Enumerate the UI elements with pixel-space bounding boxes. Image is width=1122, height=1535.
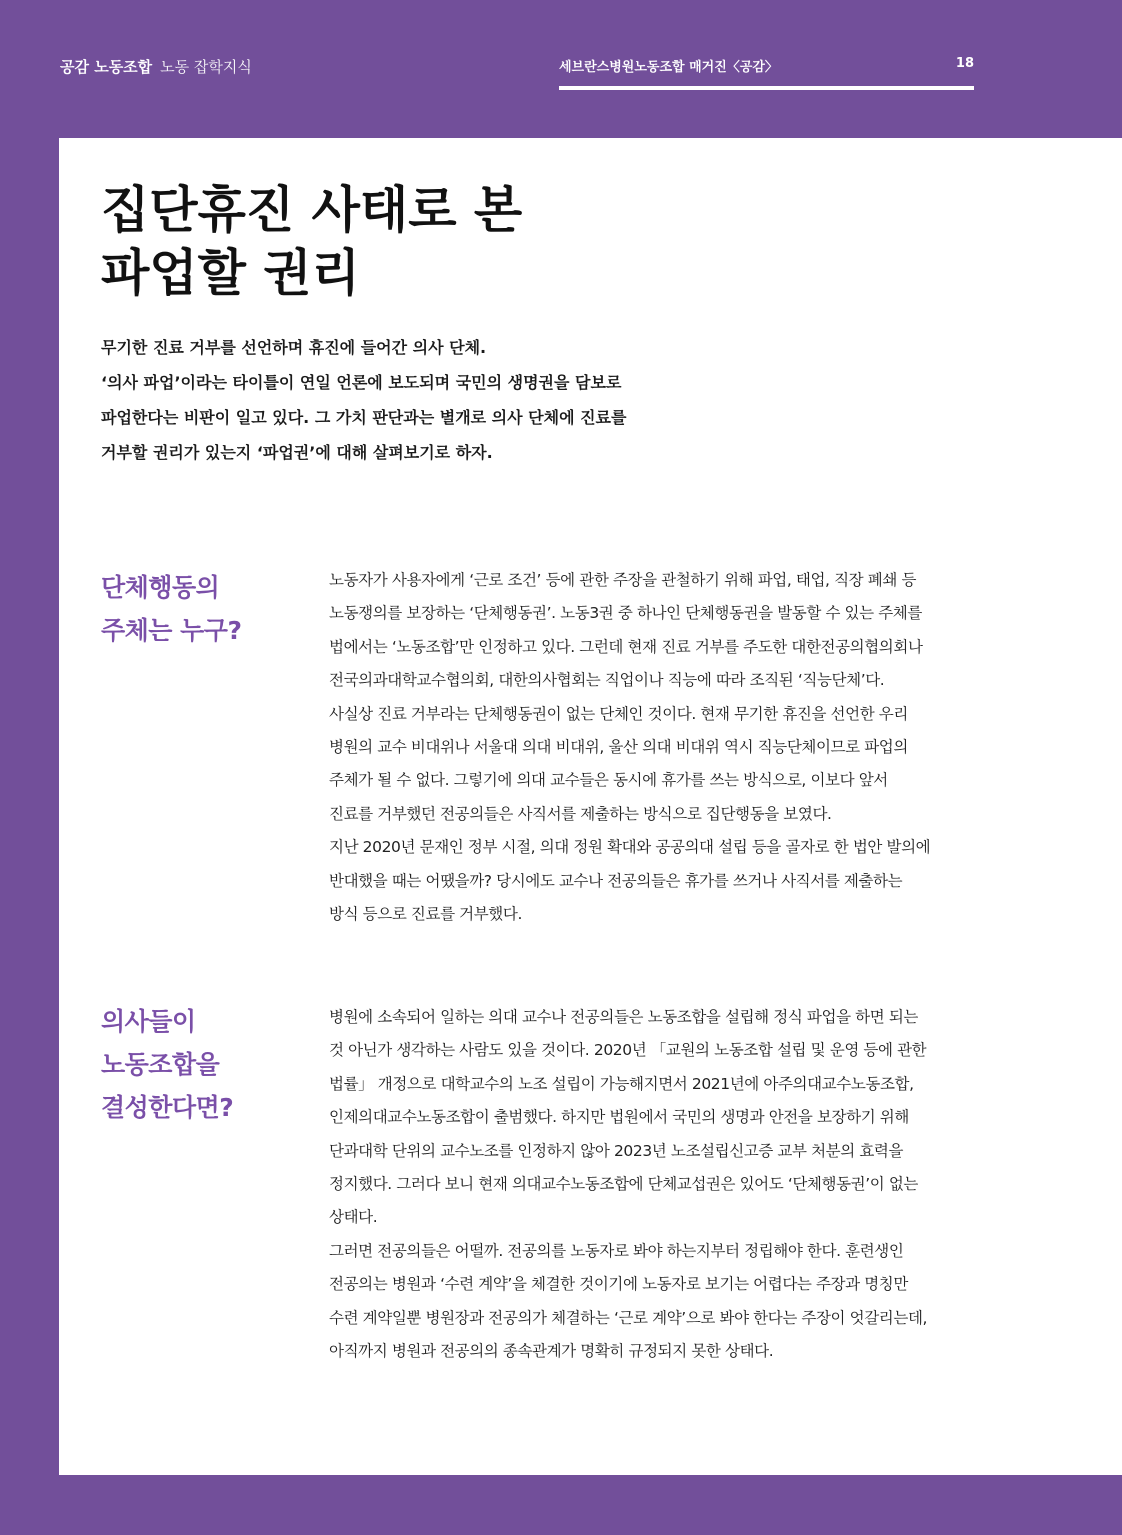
section-body (329, 1001, 979, 1368)
body-line: 병원의 교수 비대위나 서울대 의대 비대위, 울산 의대 비대위 역시 직능단체이므로 파업의 (329, 738, 908, 757)
title-line: 집단휴진 사태로 본 (101, 180, 523, 239)
body-line: 것 아닌가 생각하는 사람도 있을 것이다. 2020년 「교원의 노동조합 설립 및 운영 등에 관한 (329, 1041, 927, 1060)
page-header (0, 0, 1122, 138)
header-subsection: 노동 잡학지식 (160, 58, 252, 76)
body-line: 아직까지 병원과 전공의의 종속관계가 명확히 규정되지 못한 상태다. (329, 1342, 774, 1361)
body-line: 정지했다. 그러다 보니 현재 의대교수노동조합에 단체교섭권은 있어도 ‘단체행동권’이 없는 (329, 1175, 919, 1194)
title-line: 파업할 권리 (101, 243, 360, 302)
section-heading (101, 1000, 233, 1129)
heading-line: 단체행동의 (101, 573, 220, 602)
body-line: 지난 2020년 문재인 정부 시절, 의대 정원 확대와 공공의대 설립 등을 골자로 한 법안 발의에 (329, 838, 931, 857)
header-magazine-info (559, 56, 974, 75)
heading-line: 노동조합을 (101, 1050, 220, 1079)
heading-line: 주체는 누구? (101, 616, 242, 645)
section-heading (101, 566, 241, 652)
body-line: 수련 계약일뿐 병원장과 전공의가 체결하는 ‘근로 계약’으로 봐야 한다는 주장이 엇갈리는데, (329, 1308, 928, 1327)
body-line: 전공의는 병원과 ‘수련 계약’을 체결한 것이기에 노동자로 보기는 어렵다는 주장과 명칭만 (329, 1275, 908, 1294)
lead-line: 파업한다는 비판이 일고 있다. 그 가치 판단과는 별개로 의사 단체에 진료를 (101, 408, 627, 427)
lead-line: 무기한 진료 거부를 선언하며 휴진에 들어간 의사 단체. (101, 338, 487, 357)
section-body (329, 564, 979, 931)
body-line: 반대했을 때는 어땠을까? 당시에도 교수나 전공의들은 휴가를 쓰거나 사직서를 제출하는 (329, 871, 903, 890)
header-divider (559, 86, 974, 90)
body-line: 주체가 될 수 없다. 그렇기에 의대 교수들은 동시에 휴가를 쓰는 방식으로, 이보다 앞서 (329, 771, 888, 790)
lead-line: ‘의사 파업’이라는 타이틀이 연일 언론에 보도되며 국민의 생명권을 담보로 (101, 373, 622, 392)
body-line: 단과대학 단위의 교수노조를 인정하지 않아 2023년 노조설립신고증 교부 처분의 효력을 (329, 1141, 904, 1160)
heading-line: 의사들이 (101, 1007, 196, 1036)
body-line: 진료를 거부했던 전공의들은 사직서를 제출하는 방식으로 집단행동을 보였다. (329, 804, 832, 823)
body-line: 법률」 개정으로 대학교수의 노조 설립이 가능해지면서 2021년에 아주의대교수노동조합, (329, 1074, 914, 1093)
article-lead (101, 330, 721, 470)
body-line: 사실상 진료 거부라는 단체행동권이 없는 단체인 것이다. 현재 무기한 휴진을 선언한 우리 (329, 704, 908, 723)
body-line: 그러면 전공의들은 어떨까. 전공의를 노동자로 봐야 하는지부터 정립해야 한다. 훈련생인 (329, 1241, 904, 1260)
body-line: 노동쟁의를 보장하는 ‘단체행동권’. 노동3권 중 하나인 단체행동권을 발동할 수 있는 주체를 (329, 604, 922, 623)
header-section-label (60, 56, 252, 77)
body-line: 방식 등으로 진료를 거부했다. (329, 905, 522, 924)
body-line: 전국의과대학교수협의회, 대한의사협회는 직업이나 직능에 따라 조직된 ‘직능단체’다. (329, 671, 885, 690)
body-line: 노동자가 사용자에게 ‘근로 조건’ 등에 관한 주장을 관철하기 위해 파업, 태업, 직장 폐쇄 등 (329, 571, 917, 589)
body-line: 인제의대교수노동조합이 출범했다. 하지만 법원에서 국민의 생명과 안전을 보장하기 위해 (329, 1108, 909, 1127)
body-line: 상태다. (329, 1208, 378, 1227)
lead-line: 거부할 권리가 있는지 ‘파업권’에 대해 살펴보기로 하자. (101, 443, 493, 462)
heading-line: 결성한다면? (101, 1093, 234, 1122)
body-line: 법에서는 ‘노동조합’만 인정하고 있다. 그런데 현재 진료 거부를 주도한 대한전공의협의회나 (329, 637, 923, 656)
magazine-name: 세브란스병원노동조합 매거진〈공감〉 (559, 60, 778, 75)
page-number: 18 (955, 56, 974, 71)
header-section: 공감 노동조합 (60, 58, 153, 76)
article-title (101, 178, 522, 304)
content-page (59, 138, 1122, 1475)
body-line: 병원에 소속되어 일하는 의대 교수나 전공의들은 노동조합을 설립해 정식 파업을 하면 되는 (329, 1008, 919, 1026)
